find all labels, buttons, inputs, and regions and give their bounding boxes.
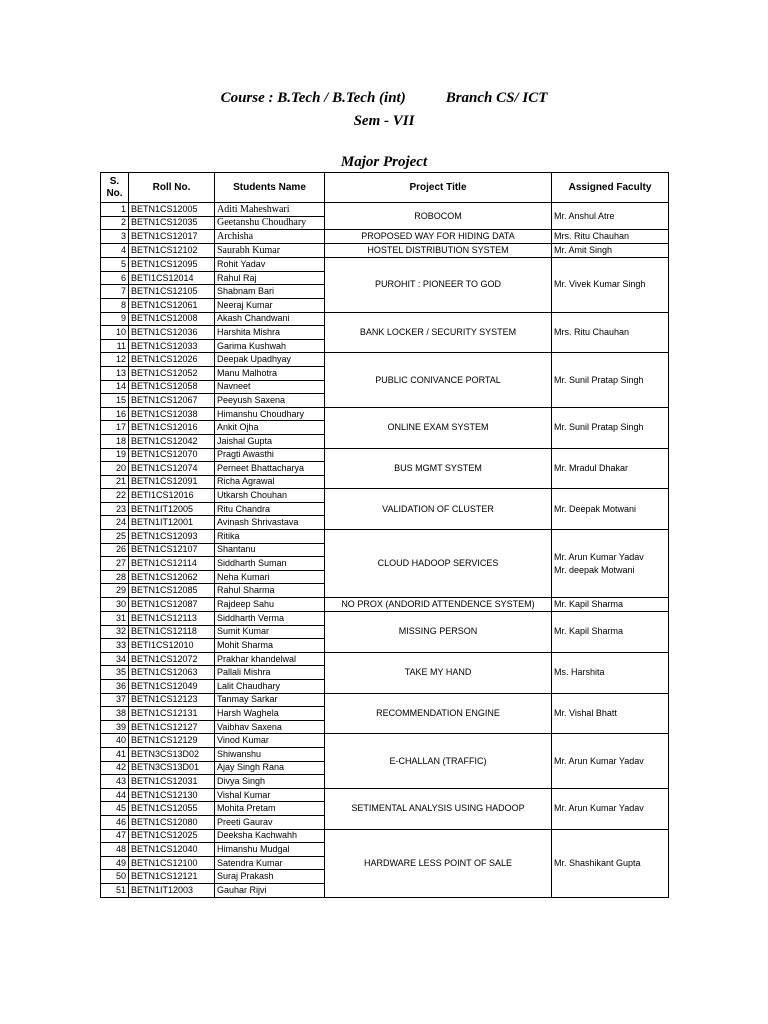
serial-number: 7 <box>101 285 129 299</box>
assigned-faculty <box>552 652 669 693</box>
project-title: E-CHALLAN (TRAFFIC) <box>325 734 552 788</box>
student-name: Akash Chandwani <box>215 312 325 326</box>
serial-number: 14 <box>101 380 129 394</box>
assigned-faculty <box>552 312 669 353</box>
serial-number: 11 <box>101 339 129 353</box>
student-name: Himanshu Choudhary <box>215 407 325 421</box>
student-name: Ritu Chandra <box>215 502 325 516</box>
assigned-faculty <box>552 244 669 258</box>
faculty-name: Mr. Sunil Pratap Singh <box>554 422 644 433</box>
roll-number: BETN1CS12049 <box>129 680 215 694</box>
table-row <box>101 598 669 612</box>
student-name: Avinash Shrivastava <box>215 516 325 530</box>
faculty-name: Mrs. Ritu Chauhan <box>554 326 630 337</box>
table-row <box>101 489 669 503</box>
serial-number: 30 <box>101 598 129 612</box>
student-name: Deepak Upadhyay <box>215 353 325 367</box>
table-row <box>101 530 669 544</box>
student-name: Ankit Ojha <box>215 421 325 435</box>
roll-number: BETN1CS12091 <box>129 475 215 489</box>
serial-number: 26 <box>101 543 129 557</box>
roll-number: BETN1CS12040 <box>129 843 215 857</box>
serial-number: 36 <box>101 680 129 694</box>
serial-number: 48 <box>101 843 129 857</box>
roll-number: BETN1CS12072 <box>129 652 215 666</box>
table-row <box>101 829 669 843</box>
table-row <box>101 652 669 666</box>
serial-number: 28 <box>101 570 129 584</box>
student-name: Harsh Waghela <box>215 707 325 721</box>
roll-number: BETN1CS12026 <box>129 353 215 367</box>
faculty-name: Mr. Sunil Pratap Singh <box>554 374 644 385</box>
roll-number: BETN1CS12093 <box>129 530 215 544</box>
assigned-faculty <box>552 407 669 448</box>
student-name: Ritika <box>215 530 325 544</box>
student-name: Mohit Sharma <box>215 639 325 653</box>
student-name: Jaishal Gupta <box>215 434 325 448</box>
faculty-name: Mr. Anshul Atre <box>554 210 615 221</box>
serial-number: 25 <box>101 530 129 544</box>
student-name: Neeraj Kumar <box>215 298 325 312</box>
student-name: Siddharth Suman <box>215 557 325 571</box>
table-row <box>101 244 669 258</box>
roll-number: BETN1IT12001 <box>129 516 215 530</box>
student-name: Peeyush Saxena <box>215 394 325 408</box>
project-title: NO PROX (ANDORID ATTENDENCE SYSTEM) <box>325 598 552 612</box>
roll-number: BETN1CS12062 <box>129 570 215 584</box>
student-name: Pallali Mishra <box>215 666 325 680</box>
student-name: Vishal Kumar <box>215 788 325 802</box>
project-title: VALIDATION OF CLUSTER <box>325 489 552 530</box>
serial-number: 4 <box>101 244 129 258</box>
student-name: Shabnam Bari <box>215 285 325 299</box>
faculty-name: Mr. Amit Singh <box>554 245 613 256</box>
roll-number: BETN1CS12033 <box>129 339 215 353</box>
serial-number: 35 <box>101 666 129 680</box>
serial-number: 33 <box>101 639 129 653</box>
faculty-name: Mr. Vishal Bhatt <box>554 707 617 718</box>
roll-number: BETN1CS12025 <box>129 829 215 843</box>
roll-number: BETI1CS12014 <box>129 271 215 285</box>
roll-number: BETN1CS12008 <box>129 312 215 326</box>
serial-number: 6 <box>101 271 129 285</box>
student-name: Divya Singh <box>215 775 325 789</box>
column-header-roll: Roll No. <box>129 173 215 203</box>
roll-number: BETN1CS12113 <box>129 612 215 626</box>
serial-number: 21 <box>101 475 129 489</box>
assigned-faculty <box>552 612 669 653</box>
section-title: Major Project <box>340 154 428 170</box>
course-label: Course : B.Tech / B.Tech (int) <box>220 90 406 106</box>
serial-number: 37 <box>101 693 129 707</box>
student-name: Gauhar Rijvi <box>215 883 325 897</box>
assigned-faculty <box>552 788 669 829</box>
roll-number: BETN1CS12042 <box>129 434 215 448</box>
project-title: CLOUD HADOOP SERVICES <box>325 530 552 598</box>
roll-number: BETN1CS12080 <box>129 815 215 829</box>
roll-number: BETN1CS12070 <box>129 448 215 462</box>
student-name: Shiwanshu <box>215 747 325 761</box>
student-name: Perneet Bhattacharya <box>215 462 325 476</box>
roll-number: BETN1CS12129 <box>129 734 215 748</box>
semester-heading: Sem - VII <box>353 113 415 129</box>
project-title: BUS MGMT SYSTEM <box>325 448 552 489</box>
roll-number: BETN1CS12035 <box>129 216 215 230</box>
roll-number: BETN1CS12121 <box>129 870 215 884</box>
serial-number: 27 <box>101 557 129 571</box>
faculty-name: Mr. Arun Kumar Yadav <box>554 755 644 766</box>
project-title: TAKE MY HAND <box>325 652 552 693</box>
faculty-name: Mr. Shashikant Gupta <box>554 857 641 868</box>
serial-number: 24 <box>101 516 129 530</box>
project-title: PUROHIT : PIONEER TO GOD <box>325 258 552 312</box>
roll-number: BETN1CS12131 <box>129 707 215 721</box>
roll-number: BETN1CS12058 <box>129 380 215 394</box>
serial-number: 32 <box>101 625 129 639</box>
project-title: ROBOCOM <box>325 203 552 230</box>
column-header-faculty: Assigned Faculty <box>552 173 669 203</box>
student-name: Satendra Kumar <box>215 856 325 870</box>
project-title: HARDWARE LESS POINT OF SALE <box>325 829 552 897</box>
roll-number: BETN1CS12061 <box>129 298 215 312</box>
roll-number: BETN1CS12052 <box>129 366 215 380</box>
serial-number: 40 <box>101 734 129 748</box>
faculty-name: Mr. deepak Motwani <box>554 564 635 575</box>
faculty-name: Ms. Harshita <box>554 667 605 678</box>
assigned-faculty <box>552 230 669 244</box>
student-name: Tanmay Sarkar <box>215 693 325 707</box>
student-name: Pragti Awasthi <box>215 448 325 462</box>
student-name: Deeksha Kachwahh <box>215 829 325 843</box>
table-body <box>101 203 669 898</box>
roll-number: BETN1CS12085 <box>129 584 215 598</box>
assigned-faculty <box>552 203 669 230</box>
serial-number: 47 <box>101 829 129 843</box>
table-row <box>101 258 669 272</box>
table-row <box>101 407 669 421</box>
roll-number: BETI1CS12010 <box>129 639 215 653</box>
roll-number: BETN1CS12100 <box>129 856 215 870</box>
roll-number: BETN1CS12016 <box>129 421 215 435</box>
student-name: Rahul Sharma <box>215 584 325 598</box>
roll-number: BETN1CS12107 <box>129 543 215 557</box>
roll-number: BETN1CS12036 <box>129 326 215 340</box>
serial-number: 44 <box>101 788 129 802</box>
assigned-faculty <box>552 734 669 788</box>
serial-number: 15 <box>101 394 129 408</box>
roll-number: BETN1CS12005 <box>129 203 215 217</box>
roll-number: BETN1CS12087 <box>129 598 215 612</box>
table-row <box>101 312 669 326</box>
serial-number: 23 <box>101 502 129 516</box>
faculty-name: Mr. Vivek Kumar Singh <box>554 279 646 290</box>
table-row <box>101 788 669 802</box>
faculty-name: Mr. Kapil Sharma <box>554 599 624 610</box>
serial-number: 31 <box>101 612 129 626</box>
roll-number: BETN1CS12130 <box>129 788 215 802</box>
student-name: Navneet <box>215 380 325 394</box>
table-row <box>101 693 669 707</box>
table-row <box>101 353 669 367</box>
serial-number: 10 <box>101 326 129 340</box>
student-name: Himanshu Mudgal <box>215 843 325 857</box>
serial-number: 16 <box>101 407 129 421</box>
serial-number: 2 <box>101 216 129 230</box>
roll-number: BETN1CS12102 <box>129 244 215 258</box>
student-name: Aditi Maheshwari <box>215 203 325 217</box>
assigned-faculty <box>552 530 669 598</box>
student-name: Preeti Gaurav <box>215 815 325 829</box>
project-title: MISSING PERSON <box>325 612 552 653</box>
faculty-name: Mr. Deepak Motwani <box>554 503 637 514</box>
student-name: Archisha <box>215 230 325 244</box>
student-name: Harshita Mishra <box>215 326 325 340</box>
student-name: Rajdeep Sahu <box>215 598 325 612</box>
student-name: Lalit Chaudhary <box>215 680 325 694</box>
serial-number: 49 <box>101 856 129 870</box>
serial-number: 41 <box>101 747 129 761</box>
serial-number: 46 <box>101 815 129 829</box>
project-title: PROPOSED WAY FOR HIDING DATA <box>325 230 552 244</box>
student-name: Mohita Pretam <box>215 802 325 816</box>
student-name: Vaibhav Saxena <box>215 720 325 734</box>
serial-number: 19 <box>101 448 129 462</box>
serial-number: 9 <box>101 312 129 326</box>
serial-number: 1 <box>101 203 129 217</box>
roll-number: BETN1CS12074 <box>129 462 215 476</box>
student-name: Rahul Raj <box>215 271 325 285</box>
assigned-faculty <box>552 258 669 312</box>
student-name: Prakhar khandelwal <box>215 652 325 666</box>
roll-number: BETN1CS12063 <box>129 666 215 680</box>
serial-number: 45 <box>101 802 129 816</box>
student-name: Suraj Prakash <box>215 870 325 884</box>
project-title: PUBLIC CONIVANCE PORTAL <box>325 353 552 407</box>
student-name: Siddharth Verma <box>215 612 325 626</box>
assigned-faculty <box>552 448 669 489</box>
assigned-faculty <box>552 598 669 612</box>
assigned-faculty <box>552 829 669 897</box>
roll-number: BETI1CS12016 <box>129 489 215 503</box>
serial-number: 34 <box>101 652 129 666</box>
student-name: Utkarsh Chouhan <box>215 489 325 503</box>
student-name: Vinod Kumar <box>215 734 325 748</box>
project-title: SETIMENTAL ANALYSIS USING HADOOP <box>325 788 552 829</box>
serial-number: 51 <box>101 883 129 897</box>
assigned-faculty <box>552 353 669 407</box>
serial-number: 43 <box>101 775 129 789</box>
table-row <box>101 734 669 748</box>
serial-number: 3 <box>101 230 129 244</box>
serial-number: 5 <box>101 258 129 272</box>
table-row <box>101 230 669 244</box>
project-title: RECOMMENDATION ENGINE <box>325 693 552 734</box>
table-row <box>101 203 669 217</box>
table-row <box>101 448 669 462</box>
column-header-name: Students Name <box>215 173 325 203</box>
faculty-name: Mr. Arun Kumar Yadav <box>554 803 644 814</box>
assigned-faculty <box>552 693 669 734</box>
serial-number: 50 <box>101 870 129 884</box>
serial-number: 20 <box>101 462 129 476</box>
serial-number: 8 <box>101 298 129 312</box>
serial-number: 39 <box>101 720 129 734</box>
project-title: HOSTEL DISTRIBUTION SYSTEM <box>325 244 552 258</box>
assigned-faculty <box>552 489 669 530</box>
roll-number: BETN1CS12067 <box>129 394 215 408</box>
roll-number: BETN1IT12003 <box>129 883 215 897</box>
student-name: Neha Kumari <box>215 570 325 584</box>
student-name: Saurabh Kumar <box>215 244 325 258</box>
serial-number: 22 <box>101 489 129 503</box>
faculty-name: Mr. Kapil Sharma <box>554 626 624 637</box>
course-heading <box>0 90 768 107</box>
column-header-sno: S. No. <box>101 173 129 203</box>
serial-number: 18 <box>101 434 129 448</box>
faculty-name: Mr. Mradul Dhakar <box>554 462 629 473</box>
project-title: ONLINE EXAM SYSTEM <box>325 407 552 448</box>
column-header-title: Project Title <box>325 173 552 203</box>
roll-number: BETN1CS12038 <box>129 407 215 421</box>
student-name: Garima Kushwah <box>215 339 325 353</box>
serial-number: 29 <box>101 584 129 598</box>
roll-number: BETN1IT12005 <box>129 502 215 516</box>
roll-number: BETN3CS13D01 <box>129 761 215 775</box>
faculty-name: Mrs. Ritu Chauhan <box>554 231 630 242</box>
faculty-name: Mr. Arun Kumar Yadav <box>554 551 644 562</box>
roll-number: BETN3CS13D02 <box>129 747 215 761</box>
serial-number: 13 <box>101 366 129 380</box>
project-table <box>100 172 669 898</box>
roll-number: BETN1CS12114 <box>129 557 215 571</box>
roll-number: BETN1CS12017 <box>129 230 215 244</box>
serial-number: 38 <box>101 707 129 721</box>
roll-number: BETN1CS12127 <box>129 720 215 734</box>
roll-number: BETN1CS12055 <box>129 802 215 816</box>
student-name: Sumit Kumar <box>215 625 325 639</box>
student-name: Geetanshu Choudhary <box>215 216 325 230</box>
roll-number: BETN1CS12123 <box>129 693 215 707</box>
student-name: Richa Agrawal <box>215 475 325 489</box>
roll-number: BETN1CS12105 <box>129 285 215 299</box>
roll-number: BETN1CS12118 <box>129 625 215 639</box>
project-title: BANK LOCKER / SECURITY SYSTEM <box>325 312 552 353</box>
roll-number: BETN1CS12031 <box>129 775 215 789</box>
serial-number: 12 <box>101 353 129 367</box>
table-header-row <box>101 173 669 203</box>
serial-number: 17 <box>101 421 129 435</box>
roll-number: BETN1CS12095 <box>129 258 215 272</box>
branch-label: Branch CS/ ICT <box>445 90 548 106</box>
serial-number: 42 <box>101 761 129 775</box>
student-name: Rohit Yadav <box>215 258 325 272</box>
student-name: Manu Malhotra <box>215 366 325 380</box>
student-name: Ajay Singh Rana <box>215 761 325 775</box>
student-name: Shantanu <box>215 543 325 557</box>
table-row <box>101 612 669 626</box>
